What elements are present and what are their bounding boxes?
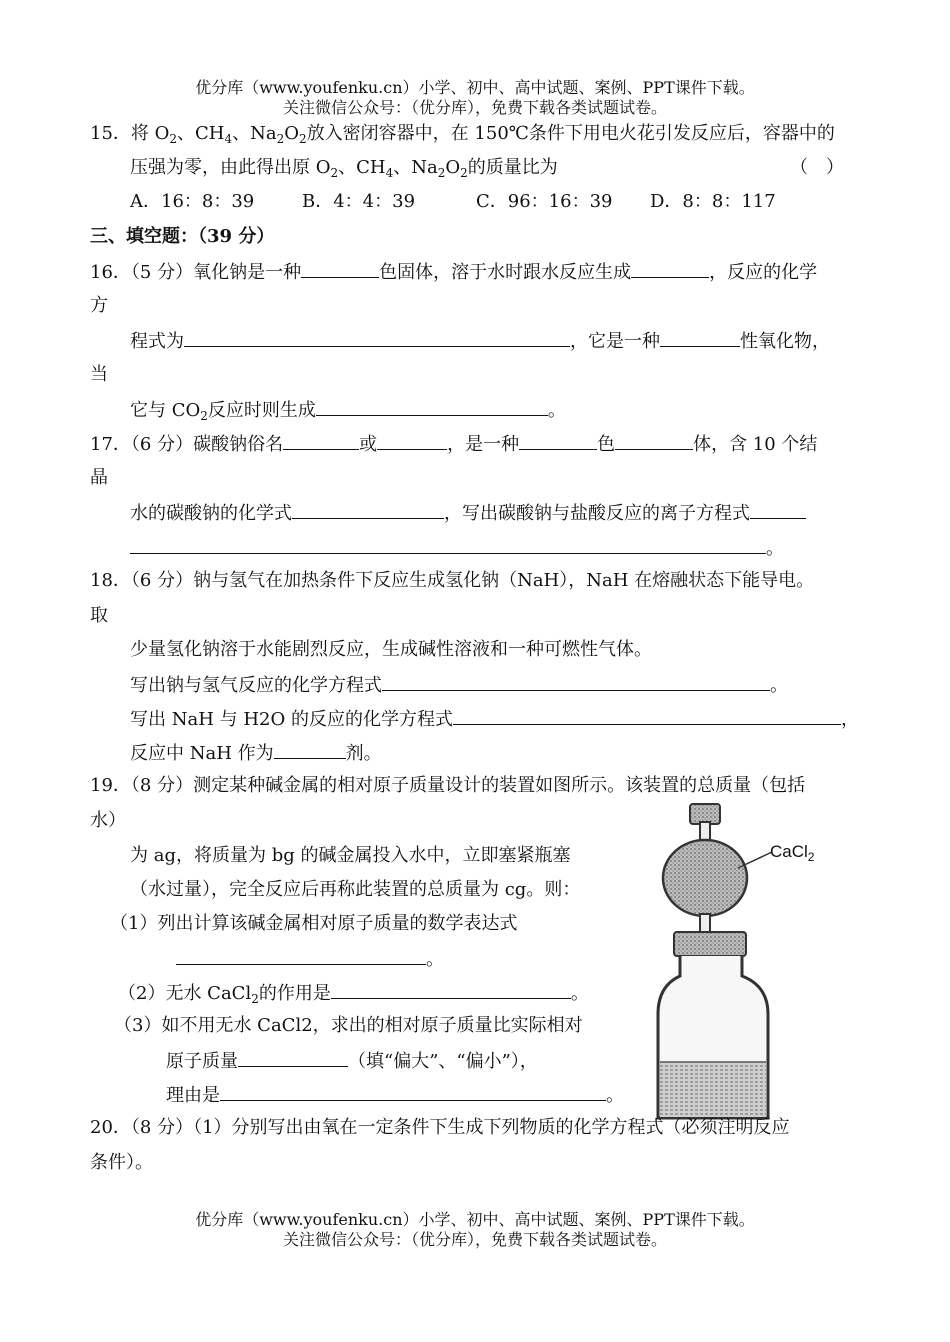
subscript: 4 [385, 166, 394, 180]
q15-option-d: D．8：8：117 [650, 191, 776, 212]
blank[interactable] [274, 740, 346, 759]
q15-answer-paren: （ ） [790, 157, 844, 178]
section-3-title: 三、填空题：（39 分） [90, 226, 275, 247]
subscript: 2 [299, 132, 307, 146]
q19-text: 原子质量 [166, 1051, 238, 1072]
q19-text: 。 [606, 1085, 624, 1106]
subscript: 2 [169, 132, 178, 146]
subscript: 2 [460, 166, 468, 180]
q15-text: O [284, 123, 300, 144]
q19-text: （2）无水 CaCl [118, 983, 252, 1004]
q15-line-2 [130, 156, 558, 181]
subscript: 2 [200, 409, 208, 423]
q20-line-1: 20．（8 分）（1）分别写出由氧在一定条件下生成下列物质的化学方程式（必须注明反应 [90, 1117, 790, 1138]
q19-text: 。 [426, 949, 444, 970]
q16-text: ，它是一种 [570, 331, 660, 352]
q15-text: 15．将 O [90, 123, 170, 144]
blank[interactable] [176, 946, 426, 965]
q17-text: ，写出碳酸钠与盐酸反应的离子方程式 [444, 503, 750, 524]
header-line-1: 优分库（www.youfenku.cn）小学、初中、高中试题、案例、PPT课件下载。 [195, 78, 755, 97]
q16-text: 性氧化物， [740, 331, 830, 352]
cacl2-label [770, 842, 814, 862]
q16-line-3 [130, 328, 830, 354]
bottle-stopper [674, 932, 746, 956]
q16-line-4: 当 [90, 364, 108, 385]
blank[interactable] [660, 328, 740, 347]
blank[interactable] [615, 431, 693, 450]
q18-line-3: 少量氢化钠溶于水能剧烈反应，生成碱性溶液和一种可燃性气体。 [130, 639, 652, 660]
blank[interactable] [292, 500, 444, 519]
subscript: 2 [330, 166, 339, 180]
blank[interactable] [184, 328, 570, 347]
q18-text: ， [840, 709, 859, 730]
q16-text: ，反应的化学 [709, 262, 818, 283]
q17-text: 色 [597, 434, 616, 455]
q15-text: 的质量比为 [467, 157, 558, 178]
blank[interactable] [301, 259, 379, 278]
q18-line-5 [130, 706, 859, 732]
q20-line-2: 条件）。 [90, 1152, 153, 1173]
q19-line-8: （3）如不用无水 CaCl2，求出的相对原子质量比实际相对 [114, 1015, 583, 1036]
q18-text: 。 [770, 675, 788, 696]
q18-line-1: 18．（6 分）钠与氢气在加热条件下反应生成氢化钠（NaH），NaH 在熔融状态下能导电。 [90, 570, 815, 591]
q16-text: 它与 CO [130, 400, 201, 421]
q17-line-2: 晶 [90, 467, 108, 488]
q18-text: 写出 NaH 与 H2O 的反应的化学方程式 [130, 709, 453, 730]
blank[interactable] [316, 397, 548, 416]
q19-text: 理由是 [166, 1085, 220, 1106]
q19-line-3: 为 ag，将质量为 bg 的碱金属投入水中，立即塞紧瓶塞 [130, 845, 571, 866]
blank[interactable] [220, 1082, 606, 1101]
q19-line-2: 水） [90, 810, 126, 831]
q17-line-1 [90, 431, 817, 457]
q15-option-a: A．16：8：39 [130, 191, 255, 212]
q15-text: 、Na [393, 157, 438, 178]
q19-text: （填“偏大”、“偏小”）， [348, 1051, 538, 1072]
blank[interactable] [238, 1048, 348, 1067]
q15-text: 放入密闭容器中，在 150℃条件下用电火花引发反应后，容器中的 [306, 123, 835, 144]
q16-text: 。 [547, 400, 566, 421]
q19-text: 的作用是 [258, 983, 331, 1004]
blank[interactable] [631, 259, 709, 278]
q17-text: ，是一种 [447, 434, 520, 455]
q18-text: 剂。 [345, 743, 382, 764]
q15-text: 、CH [338, 157, 386, 178]
q15-line-1 [90, 122, 835, 147]
q17-text: 。 [766, 538, 784, 559]
blank[interactable] [453, 706, 841, 725]
water [660, 1062, 766, 1117]
q16-text: 16．（5 分）氧化钠是一种 [90, 262, 302, 283]
q15-text: O [445, 157, 461, 178]
blank[interactable] [519, 431, 597, 450]
subscript: 2 [276, 132, 285, 146]
subscript: 2 [251, 992, 259, 1006]
q15-text: 、Na [232, 123, 277, 144]
q19-line-10 [166, 1082, 624, 1108]
subscript: 4 [224, 132, 233, 146]
footer-line-2: 关注微信公众号：（优分库），免费下载各类试题试卷。 [282, 1230, 667, 1249]
q16-line-5 [130, 397, 566, 424]
q18-text: 写出钠与氢气反应的化学方程式 [130, 675, 382, 696]
blank[interactable] [750, 500, 806, 519]
q18-text: 反应中 NaH 作为 [130, 743, 274, 764]
cacl2-label-text: CaCl [770, 842, 808, 861]
header-line-2: 关注微信公众号：（优分库），免费下载各类试题试卷。 [282, 98, 667, 117]
q17-text: 体，含 10 个结 [693, 434, 818, 455]
q15-option-b: B．4：4：39 [302, 191, 416, 212]
q15-text: 压强为零，由此得出原 O [130, 157, 331, 178]
subscript: 2 [807, 850, 815, 864]
q16-text: 反应时则生成 [207, 400, 316, 421]
q16-line-2: 方 [90, 295, 108, 316]
blank[interactable] [130, 535, 766, 554]
blank[interactable] [382, 672, 770, 691]
q17-text: 或 [359, 434, 378, 455]
footer-line-1: 优分库（www.youfenku.cn）小学、初中、高中试题、案例、PPT课件下载。 [195, 1210, 755, 1229]
subscript: 2 [437, 166, 446, 180]
q19-line-4: （水过量），完全反应后再称此装置的总质量为 cg。则： [130, 879, 581, 900]
q19-line-1: 19．（8 分）测定某种碱金属的相对原子质量设计的装置如图所示。该装置的总质量（包括 [90, 775, 806, 796]
q17-text: 17．（6 分）碳酸钠俗名 [90, 434, 284, 455]
q15-text: 、CH [177, 123, 225, 144]
q17-line-3 [130, 500, 806, 526]
q18-line-4 [130, 672, 788, 698]
blank[interactable] [377, 431, 447, 450]
q16-text: 程式为 [130, 331, 184, 352]
blank[interactable] [331, 980, 571, 999]
q17-line-4 [130, 535, 784, 561]
q16-line-1 [90, 259, 817, 285]
q15-option-c: C．96：16：39 [476, 191, 613, 212]
q18-line-2: 取 [90, 605, 108, 626]
q19-line-9 [166, 1048, 538, 1074]
q17-text: 水的碳酸钠的化学式 [130, 503, 292, 524]
q19-line-5: （1）列出计算该碱金属相对原子质量的数学表达式 [110, 913, 518, 934]
drying-bulb [663, 840, 747, 916]
q19-text: 。 [570, 983, 589, 1004]
blank[interactable] [283, 431, 359, 450]
q18-line-6 [130, 740, 382, 766]
q19-line-7 [118, 980, 589, 1007]
q16-text: 色固体，溶于水时跟水反应生成 [379, 262, 632, 283]
q19-line-6 [176, 946, 444, 972]
